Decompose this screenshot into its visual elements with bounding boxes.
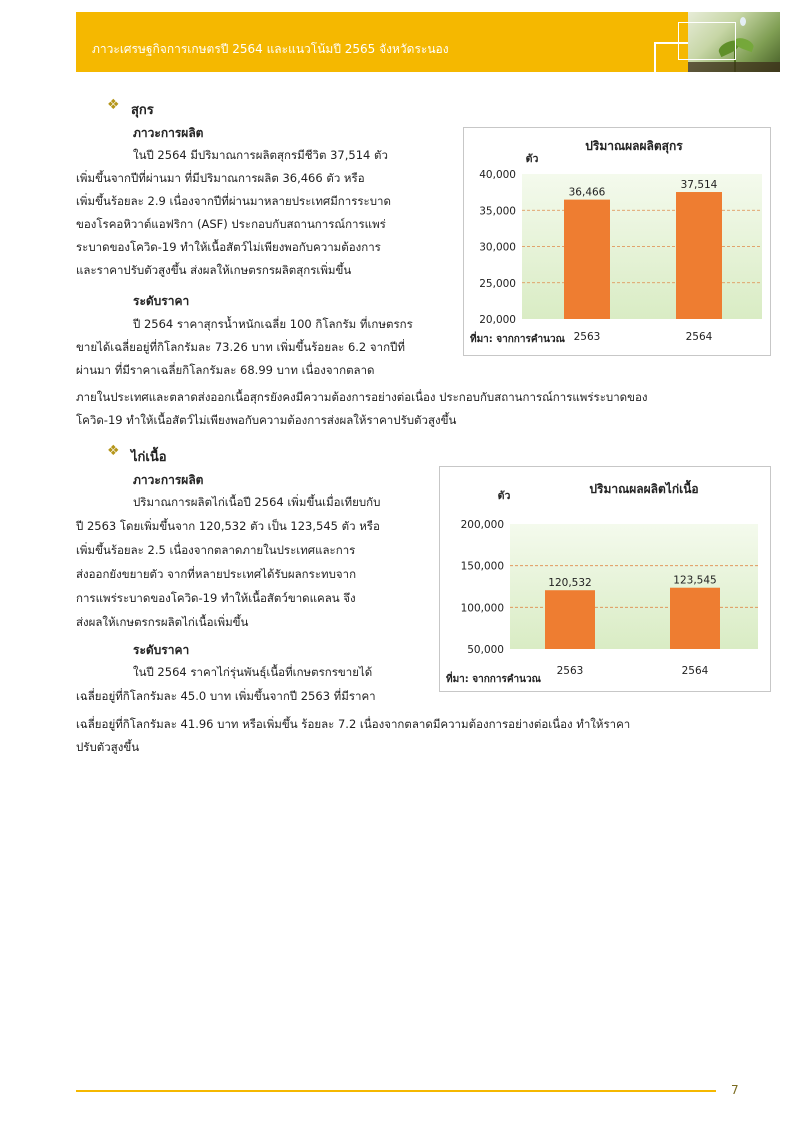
y-axis-label: ตัว (525, 153, 539, 165)
header-decor-frame (678, 22, 736, 60)
chart-pork-svg (464, 128, 770, 355)
paragraph-line: ขายได้เฉลี่ยอยู่ที่กิโลกรัมละ 73.26 บาท เพิ่มขึ้นร้อยละ 6.2 จากปีที่ (76, 340, 405, 354)
paragraph-line: การแพร่ระบาดของโควิด-19 ทำให้เนื้อสัตว์ขาดแคลน จึง (76, 591, 356, 605)
data-label: 37,514 (680, 179, 718, 192)
paragraph-line: ปี 2564 ราคาสุกรน้ำหนักเฉลี่ย 100 กิโลกรัม ที่เกษตรกร (133, 317, 413, 331)
diamond-bullet-icon: ❖ (107, 97, 120, 113)
y-tick-label: 40,000 (479, 169, 516, 181)
chart-source: ที่มา: จากการคำนวณ (446, 674, 541, 685)
paragraph-line: ส่งออกยังขยายตัว จากที่หลายประเทศได้รับผลกระทบจาก (76, 567, 357, 581)
chart-title: ปริมาณผลผลิตสุกร (585, 139, 683, 153)
paragraph-line: ระบาดของโควิด-19 ทำให้เนื้อสัตว์ไม่เพียงพอกับความต้องการ (76, 240, 381, 254)
chart-broiler-production (439, 466, 771, 692)
y-tick-label: 20,000 (479, 314, 516, 326)
paragraph-line: ภายในประเทศและตลาดส่งออกเนื้อสุกรยังคงมีความต้องการอย่างต่อเนื่อง ประกอบกับสถานการณ์การแพร่ระบาดของ (76, 390, 648, 404)
data-label: 120,532 (548, 577, 592, 590)
y-tick-label: 25,000 (479, 277, 516, 290)
paragraph-line: ของโรคอหิวาต์แอฟริกา (ASF) ประกอบกับสถานการณ์การแพร่ (76, 217, 386, 231)
diamond-bullet-icon: ❖ (107, 443, 120, 459)
price-heading: ระดับราคา (133, 643, 190, 657)
y-tick-label: 35,000 (479, 205, 516, 218)
y-tick-label: 50,000 (467, 644, 504, 656)
paragraph-line: เพิ่มขึ้นจากปีที่ผ่านมา ที่มีปริมาณการผลิต 36,466 ตัว หรือ (76, 171, 365, 185)
price-heading: ระดับราคา (133, 294, 190, 308)
paragraph-line: ปริมาณการผลิตไก่เนื้อปี 2564 เพิ่มขึ้นเมื่อเทียบกับ (133, 495, 381, 509)
production-heading: ภาวะการผลิต (133, 126, 204, 140)
paragraph-line: ปี 2563 โดยเพิ่มขึ้นจาก 120,532 ตัว เป็น 123,545 ตัว หรือ (76, 519, 380, 533)
paragraph-line: ปรับตัวสูงขึ้น (76, 740, 140, 754)
bar (676, 192, 722, 319)
bar (564, 200, 610, 319)
paragraph-line: เพิ่มขึ้นร้อยละ 2.9 เนื่องจากปีที่ผ่านมาหลายประเทศมีการระบาด (76, 194, 391, 208)
sprout-leaf-icon (733, 36, 755, 52)
paragraph-line: โควิด-19 ทำให้เนื้อสัตว์ไม่เพียงพอกับความต้องการส่งผลให้ราคาปรับตัวสูงขึ้น (76, 413, 457, 427)
page-number: 7 (731, 1083, 739, 1097)
y-tick-label: 200,000 (460, 519, 504, 531)
paragraph-line: ในปี 2564 ราคาไก่รุ่นพันธุ์เนื้อที่เกษตรกรขายได้ (133, 665, 373, 679)
paragraph-line: และราคาปรับตัวสูงขึ้น ส่งผลให้เกษตรกรผลิตสุกรเพิ่มขึ้น (76, 263, 352, 277)
footer-line (76, 1090, 716, 1092)
bar (670, 588, 720, 649)
paragraph-line: ส่งผลให้เกษตรกรผลิตไก่เนื้อเพิ่มขึ้น (76, 615, 249, 629)
chart-pork-production (463, 127, 771, 356)
paragraph-line: เพิ่มขึ้นร้อยละ 2.5 เนื่องจากตลาดภายในประเทศและการ (76, 543, 356, 557)
water-drop-icon (740, 17, 746, 26)
chart-source: ที่มา: จากการคำนวณ (470, 334, 565, 345)
header-title: ภาวะเศรษฐกิจการเกษตรปี 2564 และแนวโน้มปี 2565 จังหวัดระนอง (92, 42, 449, 56)
x-tick-label: 2563 (556, 665, 584, 677)
y-axis-label: ตัว (497, 490, 511, 502)
bar (545, 590, 595, 649)
chart-broiler-svg (440, 467, 770, 691)
y-tick-label: 150,000 (460, 560, 504, 573)
paragraph-line: เฉลี่ยอยู่ที่กิโลกรัมละ 41.96 บาท หรือเพิ่มขึ้น ร้อยละ 7.2 เนื่องจากตลาดมีความต้องการอย่างต่อเนื่อง ทำให้ราคา (76, 717, 631, 731)
paragraph-line: ผ่านมา ที่มีราคาเฉลี่ยกิโลกรัมละ 68.99 บาท เนื่องจากตลาด (76, 363, 375, 377)
section-heading-broiler: ไก่เนื้อ (131, 450, 167, 465)
section-heading-pork: สุกร (131, 103, 154, 118)
x-tick-label: 2564 (685, 331, 713, 343)
y-tick-label: 100,000 (460, 602, 504, 615)
data-label: 123,545 (673, 574, 717, 587)
data-label: 36,466 (568, 186, 606, 199)
chart-title: ปริมาณผลผลิตไก่เนื้อ (589, 482, 699, 496)
x-tick-label: 2563 (573, 331, 601, 343)
soil (688, 62, 780, 72)
y-tick-label: 30,000 (479, 241, 516, 254)
paragraph-line: ในปี 2564 มีปริมาณการผลิตสุกรมีชีวิต 37,514 ตัว (133, 148, 388, 162)
x-tick-label: 2564 (681, 665, 709, 677)
production-heading: ภาวะการผลิต (133, 473, 204, 487)
paragraph-line: เฉลี่ยอยู่ที่กิโลกรัมละ 45.0 บาท เพิ่มขึ้นจากปี 2563 ที่มีราคา (76, 689, 376, 703)
